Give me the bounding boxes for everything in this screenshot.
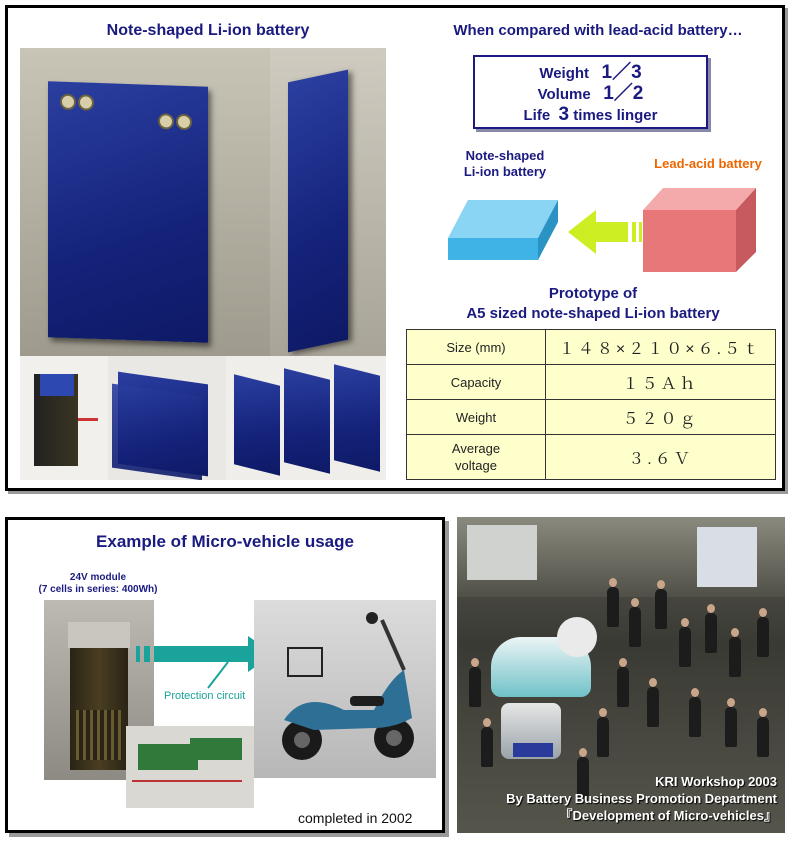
- spec-value: １４８×２１０×６.５ｔ: [546, 330, 776, 365]
- comparison-box: [473, 55, 708, 129]
- life-suffix: times linger: [573, 107, 658, 124]
- arrow-left-icon: [568, 210, 642, 254]
- table-row: [407, 400, 776, 435]
- volume-value: 1／2: [603, 83, 644, 104]
- top-panel: [5, 5, 785, 491]
- prototype-title: Prototype of A5 sized note-shaped Li-ion battery: [466, 285, 720, 322]
- cell-packs-photo: [226, 356, 386, 480]
- spec-value: １５Ａｈ: [546, 365, 776, 400]
- life-value: 3: [558, 104, 570, 125]
- spec-label: Average voltage: [407, 435, 546, 480]
- li-ion-label: Note-shaped Li-ion battery: [463, 148, 547, 179]
- module-caption: 24V module (7 cells in series: 400Wh): [38, 572, 158, 595]
- scooter-photo: [254, 600, 436, 778]
- li-ion-box-icon: [448, 200, 558, 260]
- micro-vehicle-panel: [5, 517, 445, 833]
- workshop-photo: [457, 517, 785, 833]
- spec-value: ３.６Ｖ: [546, 435, 776, 480]
- battery-photo: [20, 48, 386, 356]
- table-row: [407, 365, 776, 400]
- front-cell: [48, 81, 208, 343]
- terminal-icon: [60, 94, 76, 111]
- protection-circuit-label: Protection circuit: [164, 690, 246, 702]
- comparison-title: When compared with lead-acid battery…: [453, 22, 743, 39]
- weight-label: Weight: [539, 65, 590, 82]
- module-photo: [20, 356, 108, 480]
- life-label: Life: [523, 107, 551, 124]
- micro-vehicle-title: Example of Micro-vehicle usage: [96, 532, 354, 551]
- workshop-caption: KRI Workshop 2003 By Battery Business Promotion Department 『Development of Micro-vehicles』: [506, 774, 777, 823]
- stacked-cells-photo: [108, 356, 226, 480]
- table-row: [407, 435, 776, 480]
- battery-compare-diagram: [438, 180, 778, 280]
- spec-label: Size (mm): [407, 330, 546, 365]
- note-battery-title: Note-shaped Li-ion battery: [106, 22, 310, 39]
- protection-circuit-photo: [126, 726, 254, 808]
- spec-value: ５２０ｇ: [546, 400, 776, 435]
- lead-acid-label: Lead-acid battery: [654, 156, 762, 171]
- booth-panel: [467, 525, 537, 580]
- prototype-spec-table: [406, 329, 776, 480]
- terminal-icon: [78, 94, 94, 111]
- completed-text: completed in 2002: [298, 810, 413, 826]
- volume-label: Volume: [537, 86, 591, 103]
- side-cell: [288, 70, 348, 353]
- terminal-icon: [176, 114, 192, 131]
- terminal-icon: [158, 113, 174, 130]
- spec-label: Capacity: [407, 365, 546, 400]
- display-board: [697, 527, 757, 587]
- spec-label: Weight: [407, 400, 546, 435]
- weight-value: 1／3: [601, 62, 642, 83]
- scooter-icon: [254, 600, 436, 778]
- lead-acid-box-icon: [643, 188, 756, 272]
- table-row: [407, 330, 776, 365]
